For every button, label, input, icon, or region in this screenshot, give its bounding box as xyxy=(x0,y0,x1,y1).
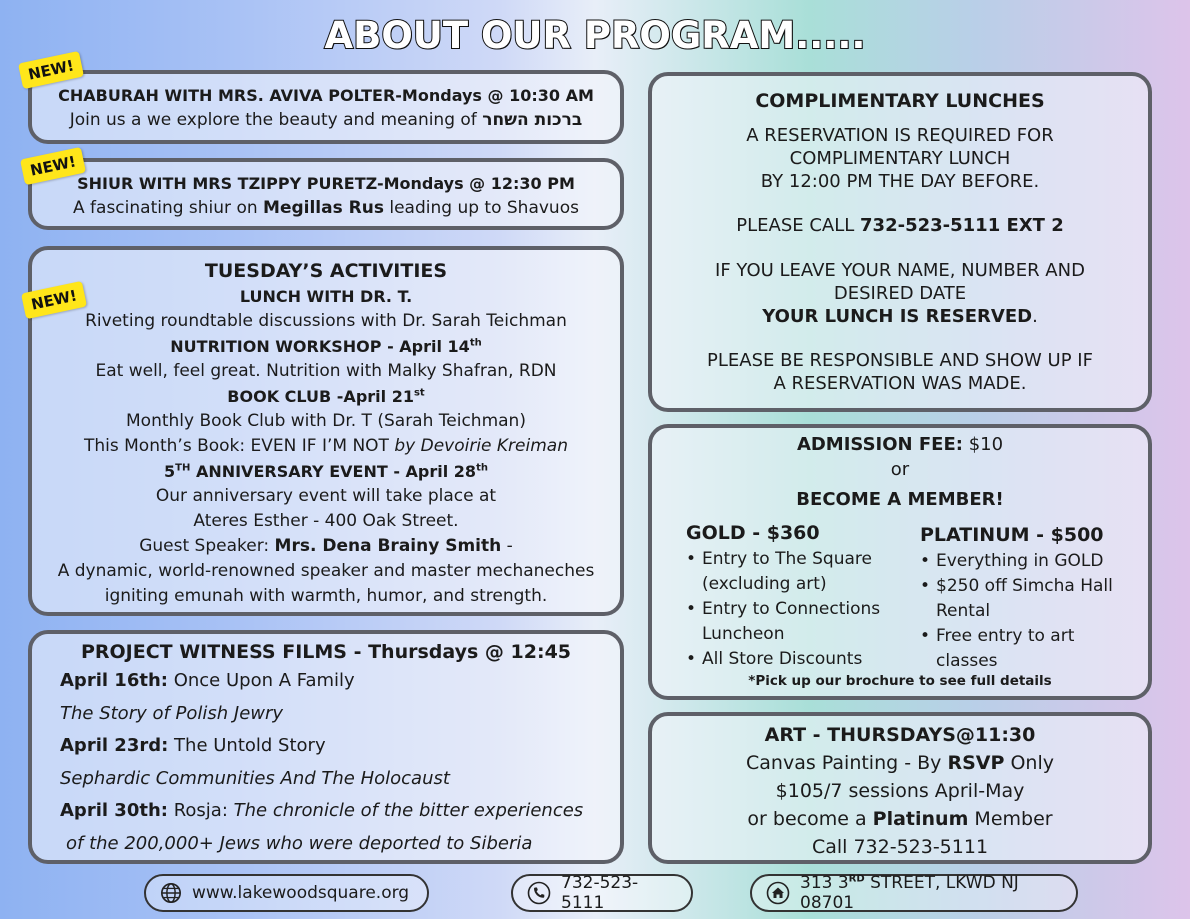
films-card xyxy=(28,630,624,864)
globe-icon xyxy=(160,882,182,904)
shiur-card xyxy=(28,158,624,230)
gold-tier xyxy=(686,521,901,672)
shiur-title: SHIUR WITH MRS TZIPPY PURETZ-Mondays @ 12:30 PM xyxy=(77,174,575,193)
films-title: PROJECT WITNESS FILMS - Thursdays @ 12:45 xyxy=(80,641,572,663)
chaburah-desc: Join us a we explore the beauty and meaning of ברכות השחר xyxy=(69,110,583,130)
speaker-desc-2: igniting emunah with warmth, humor, and strength. xyxy=(104,586,548,606)
art-line: or become a Platinum Member xyxy=(747,808,1053,830)
phone-icon xyxy=(527,881,551,905)
page-title: ABOUT OUR PROGRAM..... xyxy=(324,14,866,57)
home-icon xyxy=(766,881,790,905)
platinum-tier xyxy=(920,523,1140,674)
lunches-line: IF YOU LEAVE YOUR NAME, NUMBER AND xyxy=(715,260,1085,281)
gold-title: GOLD - $360 xyxy=(686,522,820,544)
gold-benefit: • Entry to The Square (excluding art) xyxy=(680,547,901,597)
guest-speaker: Guest Speaker: Mrs. Dena Brainy Smith - xyxy=(139,536,513,556)
phone-text: 732-523-5111 xyxy=(561,873,639,913)
film-item: April 16th: Once Upon A Family xyxy=(60,670,355,691)
book-month: This Month’s Book: EVEN IF I’M NOT by Devoirie Kreiman xyxy=(84,436,568,456)
anniversary-title: 5TH ANNIVERSARY EVENT - April 28th xyxy=(164,462,488,481)
film-sub: The Story of Polish Jewry xyxy=(60,702,284,724)
website-link[interactable] xyxy=(144,874,429,912)
website-text: www.lakewoodsquare.org xyxy=(192,883,410,903)
gold-benefit: • Entry to Connections Luncheon xyxy=(680,597,901,647)
admission-card xyxy=(648,424,1152,700)
anniversary-desc-1: Our anniversary event will take place at xyxy=(155,486,497,506)
address-text: 313 3RD STREET, LKWD NJ 08701 xyxy=(800,873,1019,913)
lunches-title: COMPLIMENTARY LUNCHES xyxy=(755,90,1045,112)
tuesday-title: TUESDAY’S ACTIVITIES xyxy=(204,260,448,282)
address-link[interactable] xyxy=(750,874,1078,912)
art-line: $105/7 sessions April-May xyxy=(775,780,1025,802)
film-sub: of the 200,000+ Jews who were deported to Siberia xyxy=(66,832,533,854)
lunches-line: COMPLIMENTARY LUNCH xyxy=(789,148,1011,169)
brochure-note: *Pick up our brochure to see full details xyxy=(748,673,1052,689)
book-title: BOOK CLUB -April 21st xyxy=(227,387,425,406)
tuesday-card xyxy=(28,246,624,616)
anniversary-desc-2: Ateres Esther - 400 Oak Street. xyxy=(193,511,459,531)
lunch-desc: Riveting roundtable discussions with Dr. Sarah Teichman xyxy=(85,311,567,331)
lunches-line: BY 12:00 PM THE DAY BEFORE. xyxy=(760,171,1040,192)
admission-or: or xyxy=(890,459,910,480)
platinum-title: PLATINUM - $500 xyxy=(920,524,1104,546)
film-item: April 23rd: The Untold Story xyxy=(60,735,326,756)
lunches-line: A RESERVATION WAS MADE. xyxy=(773,373,1027,394)
lunches-reserved: YOUR LUNCH IS RESERVED. xyxy=(762,306,1038,327)
become-member: BECOME A MEMBER! xyxy=(796,489,1004,510)
film-sub: Sephardic Communities And The Holocaust xyxy=(60,767,450,789)
new-badge: NEW! xyxy=(20,147,86,185)
chaburah-title: CHABURAH WITH MRS. AVIVA POLTER-Mondays @ 10:30 AM xyxy=(58,86,594,105)
lunches-line: A RESERVATION IS REQUIRED FOR xyxy=(746,125,1054,146)
art-call: Call 732-523-5111 xyxy=(811,836,989,858)
lunches-line: DESIRED DATE xyxy=(833,283,967,304)
nutrition-title: NUTRITION WORKSHOP - April 14th xyxy=(170,337,482,356)
admission-fee: ADMISSION FEE: $10 xyxy=(796,434,1004,455)
shiur-desc: A fascinating shiur on Megillas Rus leading up to Shavuos xyxy=(73,198,579,218)
platinum-benefit: • $250 off Simcha Hall Rental xyxy=(914,574,1140,624)
art-line: Canvas Painting - By RSVP Only xyxy=(746,752,1054,774)
art-title: ART - THURSDAYS@11:30 xyxy=(764,724,1036,746)
platinum-benefit: • Free entry to art classes xyxy=(914,624,1140,674)
phone-link[interactable] xyxy=(511,874,693,912)
new-badge: NEW! xyxy=(18,51,84,89)
speaker-desc-1: A dynamic, world-renowned speaker and master mechaneches xyxy=(57,561,595,581)
book-desc: Monthly Book Club with Dr. T (Sarah Teichman) xyxy=(126,411,526,431)
lunches-card xyxy=(648,72,1152,412)
lunches-line: PLEASE BE RESPONSIBLE AND SHOW UP IF xyxy=(707,350,1093,371)
gold-benefit: • All Store Discounts xyxy=(680,647,901,672)
film-item: April 30th: Rosja: The chronicle of the bitter experiences xyxy=(60,800,584,821)
nutrition-desc: Eat well, feel great. Nutrition with Malky Shafran, RDN xyxy=(95,361,557,381)
lunches-call: PLEASE CALL 732-523-5111 EXT 2 xyxy=(736,215,1064,236)
art-card xyxy=(648,712,1152,864)
platinum-benefit: • Everything in GOLD xyxy=(914,549,1140,574)
lunch-title: LUNCH WITH DR. T. xyxy=(239,287,413,306)
new-badge: NEW! xyxy=(21,281,87,319)
chaburah-card xyxy=(28,70,624,144)
